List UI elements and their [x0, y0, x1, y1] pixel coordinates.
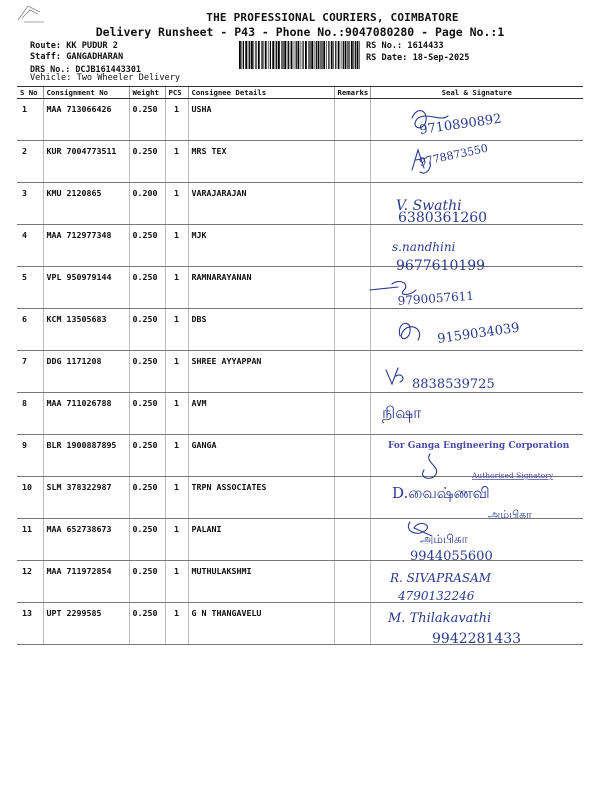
cell-consignee: PALANI — [188, 519, 334, 561]
sig-row13-phone: 9942281433 — [432, 631, 522, 647]
cell-weight: 0.250 — [129, 435, 165, 477]
cell-signature — [370, 183, 583, 225]
cell-sno: 6 — [17, 309, 43, 351]
table-row — [17, 267, 583, 309]
cell-signature — [370, 561, 583, 603]
cell-consignment: MAA 712977348 — [43, 225, 129, 267]
cell-pcs: 1 — [165, 141, 188, 183]
cell-sno: 2 — [17, 141, 43, 183]
cell-pcs: 1 — [165, 603, 188, 645]
cell-sno: 8 — [17, 393, 43, 435]
cell-signature — [370, 603, 583, 645]
cell-sno: 10 — [17, 477, 43, 519]
cell-sno: 3 — [17, 183, 43, 225]
rs-date: RS Date: 18-Sep-2025 — [366, 53, 470, 63]
cell-weight: 0.250 — [129, 393, 165, 435]
table-row — [17, 225, 583, 267]
col-weight: Weight — [129, 87, 165, 99]
sig-row8-name: நிஷா — [382, 403, 422, 422]
sig-row10-name2: அம்பிகா — [488, 508, 532, 521]
cell-signature — [370, 393, 583, 435]
cell-consignment: MAA 711972854 — [43, 561, 129, 603]
table-row — [17, 99, 583, 141]
sig-row4-name: s.nandhini — [392, 240, 456, 254]
cell-pcs: 1 — [165, 183, 188, 225]
cell-weight: 0.250 — [129, 267, 165, 309]
sig-row10-name: D.வைஷ்ணவி — [392, 484, 490, 502]
route-label: Route: KK PUDUR 2 — [30, 41, 118, 51]
cell-weight: 0.250 — [129, 351, 165, 393]
cell-consignee: RAMNARAYANAN — [188, 267, 334, 309]
company-title: THE PROFESSIONAL COURIERS, COIMBATORE — [206, 11, 459, 24]
col-signature: Seal & Signature — [370, 87, 583, 99]
sig-row11-name: அம்பிகா — [420, 532, 468, 546]
cell-signature — [370, 99, 583, 141]
table-row — [17, 561, 583, 603]
cell-consignment: KMU 2120865 — [43, 183, 129, 225]
cell-consignment: MAA 711026788 — [43, 393, 129, 435]
cell-pcs: 1 — [165, 519, 188, 561]
cell-pcs: 1 — [165, 351, 188, 393]
cell-consignment: KUR 7004773511 — [43, 141, 129, 183]
col-consignee: Consignee Details — [188, 87, 334, 99]
cell-sno: 11 — [17, 519, 43, 561]
cell-pcs: 1 — [165, 99, 188, 141]
cell-signature — [370, 519, 583, 561]
sig-row3-name: V. Swathi — [396, 198, 462, 214]
cell-signature — [370, 141, 583, 183]
table-row — [17, 183, 583, 225]
cell-remarks — [334, 435, 370, 477]
cell-remarks — [334, 519, 370, 561]
sig-row3-phone: 6380361260 — [398, 210, 488, 226]
cell-pcs: 1 — [165, 435, 188, 477]
sig-row9-stamp-line1: For Ganga Engineering Corporation — [388, 441, 570, 451]
cell-consignee: TRPN ASSOCIATES — [188, 477, 334, 519]
cell-signature — [370, 477, 583, 519]
table-row — [17, 309, 583, 351]
cell-weight: 0.250 — [129, 309, 165, 351]
cell-consignee: DBS — [188, 309, 334, 351]
barcode — [238, 41, 362, 69]
table-row — [17, 435, 583, 477]
cell-sno: 9 — [17, 435, 43, 477]
cell-signature — [370, 267, 583, 309]
cell-consignee: MJK — [188, 225, 334, 267]
cell-sno: 12 — [17, 561, 43, 603]
rs-number: RS No.: 1614433 — [366, 41, 444, 51]
cell-weight: 0.250 — [129, 603, 165, 645]
table-row — [17, 393, 583, 435]
sig-row11-phone: 9944055600 — [410, 549, 493, 564]
cell-remarks — [334, 141, 370, 183]
cell-remarks — [334, 225, 370, 267]
cell-remarks — [334, 351, 370, 393]
cell-pcs: 1 — [165, 477, 188, 519]
cell-consignee: MUTHULAKSHMI — [188, 561, 334, 603]
cell-consignee: USHA — [188, 99, 334, 141]
cell-remarks — [334, 99, 370, 141]
cell-weight: 0.200 — [129, 183, 165, 225]
vehicle-label: Vehicle: Two Wheeler Delivery — [30, 73, 181, 83]
runsheet-table — [17, 86, 583, 645]
cell-consignment: BLR 1900887895 — [43, 435, 129, 477]
cell-sno: 13 — [17, 603, 43, 645]
cell-signature — [370, 435, 583, 477]
sig-row2-phone: 9778873550 — [417, 141, 490, 169]
sig-row13-name: M. Thilakavathi — [388, 611, 492, 626]
table-row — [17, 519, 583, 561]
cell-consignee: GANGA — [188, 435, 334, 477]
cell-remarks — [334, 183, 370, 225]
table-row — [17, 477, 583, 519]
rs-info — [366, 40, 469, 64]
cell-consignee: MRS TEX — [188, 141, 334, 183]
cell-consignee: AVM — [188, 393, 334, 435]
sig-row6-phone: 9159034039 — [436, 320, 521, 347]
cell-remarks — [334, 477, 370, 519]
cell-signature — [370, 225, 583, 267]
cell-weight: 0.250 — [129, 519, 165, 561]
table-row — [17, 351, 583, 393]
cell-remarks — [334, 603, 370, 645]
cell-weight: 0.250 — [129, 99, 165, 141]
staff-label: Staff: GANGADHARAN — [30, 52, 124, 62]
col-remarks: Remarks — [334, 87, 370, 99]
table-row — [17, 141, 583, 183]
cell-remarks — [334, 393, 370, 435]
cell-weight: 0.250 — [129, 561, 165, 603]
cell-consignment: MAA 713066426 — [43, 99, 129, 141]
cell-pcs: 1 — [165, 561, 188, 603]
cell-consignee: G N THANGAVELU — [188, 603, 334, 645]
cell-consignment: MAA 652738673 — [43, 519, 129, 561]
col-sno: S No — [17, 87, 43, 99]
cell-remarks — [334, 561, 370, 603]
cell-remarks — [334, 267, 370, 309]
cell-consignment: UPT 2299585 — [43, 603, 129, 645]
cell-consignee: SHREE AYYAPPAN — [188, 351, 334, 393]
drs-number: DRS No.: DCJB161443301 — [30, 64, 141, 74]
sig-row5-phone: 9790057611 — [397, 288, 475, 308]
sig-row1-phone: 9710890892 — [418, 111, 503, 138]
cell-pcs: 1 — [165, 267, 188, 309]
cell-weight: 0.250 — [129, 477, 165, 519]
cell-signature — [370, 309, 583, 351]
cell-pcs: 1 — [165, 309, 188, 351]
sig-row9-stamp-line2: Authorised Signatory — [472, 471, 554, 480]
sig-row12-name: R. SIVAPRASAM — [390, 571, 492, 585]
cell-signature — [370, 351, 583, 393]
cell-consignment: KCM 13505683 — [43, 309, 129, 351]
cell-remarks — [334, 309, 370, 351]
sig-row12-phone: 4790132246 — [398, 589, 475, 603]
col-consignment: Consignment No — [43, 87, 129, 99]
cell-weight: 0.250 — [129, 141, 165, 183]
cell-consignment: SLM 378322987 — [43, 477, 129, 519]
cell-sno: 7 — [17, 351, 43, 393]
cell-consignee: VARAJARAJAN — [188, 183, 334, 225]
table-row — [17, 603, 583, 645]
runsheet-subtitle: Delivery Runsheet - P43 - Phone No.:9047080280 - Page No.:1 — [95, 25, 505, 39]
sig-row4-phone: 9677610199 — [396, 258, 486, 274]
table-header-row — [17, 87, 583, 99]
cell-weight: 0.250 — [129, 225, 165, 267]
sig-row7-phone: 8838539725 — [412, 377, 495, 392]
cell-consignment: DDG 1171208 — [43, 351, 129, 393]
cell-sno: 4 — [17, 225, 43, 267]
cell-sno: 1 — [17, 99, 43, 141]
cell-pcs: 1 — [165, 225, 188, 267]
col-pcs: PCS — [165, 87, 188, 99]
cell-pcs: 1 — [165, 393, 188, 435]
cell-sno: 5 — [17, 267, 43, 309]
cell-consignment: VPL 950979144 — [43, 267, 129, 309]
